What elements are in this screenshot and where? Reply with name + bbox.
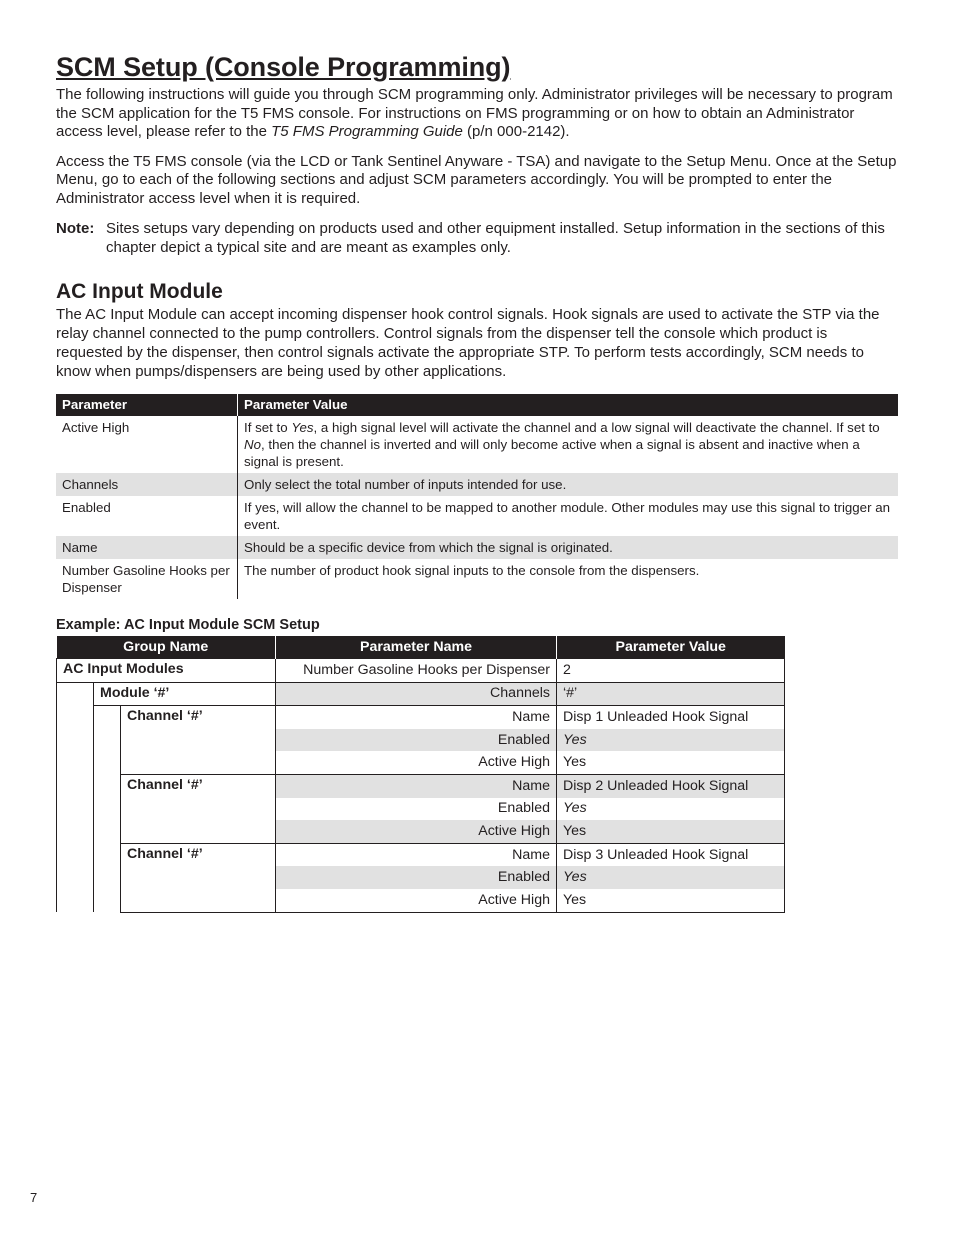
param-name: Enabled xyxy=(56,496,238,536)
table-row xyxy=(57,774,785,797)
param-name: Active High xyxy=(276,820,557,843)
param-value: Yes xyxy=(557,820,785,843)
value-no: No xyxy=(244,437,261,452)
table-row xyxy=(57,706,785,729)
note-label: Note: xyxy=(56,220,95,237)
value-text: , then the channel is inverted and will only become active when a signal is absent and inactive when a signal is present. xyxy=(244,437,860,469)
param-name: Name xyxy=(276,706,557,729)
page-title: SCM Setup (Console Programming) xyxy=(56,52,511,82)
guide-reference: T5 FMS Programming Guide xyxy=(271,123,463,140)
note-text: Sites setups vary depending on products used and other equipment installed. Setup information in the sections of this chapter depict a typical site and are meant as examples only. xyxy=(106,220,885,256)
param-name: Channels xyxy=(56,473,238,496)
group-channel-1: Channel ‘#’ xyxy=(121,706,276,775)
section-paragraph: The AC Input Module can accept incoming dispenser hook control signals. Hook signals are used to activate the STP via the relay channel connected to the pump controllers. Control signals from the dispenser tell the console which product is requested by the dispenser, then control signals activate the appropriate STP. To perform tests accordingly, SCM needs to know when pumps/dispensers are being used by other applications. xyxy=(56,306,880,380)
param-name: Enabled xyxy=(276,798,557,821)
header-group-name: Group Name xyxy=(57,636,276,659)
param-name: Number Gasoline Hooks per Dispenser xyxy=(276,659,557,683)
param-name: Name xyxy=(276,774,557,797)
intro-paragraph-2: Access the T5 FMS console (via the LCD or Tank Sentinel Anyware - TSA) and navigate to the Setup Menu. Once at the Setup Menu, go to each of the following sections and adjust SCM parameters accordingly. You will be prompted to enter the Administrator access level when it is required. xyxy=(56,152,897,207)
param-value: Yes xyxy=(557,729,785,752)
param-value: Disp 2 Unleaded Hook Signal xyxy=(557,774,785,797)
value-text: , a high signal level will activate the channel and a low signal will deactivate the channel. If set to xyxy=(313,420,880,435)
value-yes: Yes xyxy=(291,420,314,435)
table-row xyxy=(56,496,898,536)
intro-text: The following instructions will guide you through SCM programming only. Administrator privileges will be necessary to program the SCM application for the T5 FMS console. For instructions on FMS programming or on how to obtain an Administrator access level, please refer to the xyxy=(56,86,893,140)
param-value: Yes xyxy=(557,798,785,821)
param-name: Active High xyxy=(276,889,557,912)
table-row xyxy=(56,559,898,599)
table-row xyxy=(57,843,785,866)
param-name: Name xyxy=(276,843,557,866)
param-name: Channels xyxy=(276,682,557,706)
table-row xyxy=(57,659,785,683)
param-value: Yes xyxy=(557,889,785,912)
param-name: Enabled xyxy=(276,866,557,889)
table-row xyxy=(56,473,898,496)
table-row xyxy=(56,536,898,559)
param-value: Only select the total number of inputs intended for use. xyxy=(238,473,899,496)
param-value: Yes xyxy=(557,751,785,774)
group-indent xyxy=(57,682,94,912)
group-ac-input-modules: AC Input Modules xyxy=(57,659,276,683)
param-value: 2 xyxy=(557,659,785,683)
param-value: Should be a specific device from which the signal is originated. xyxy=(238,536,899,559)
intro-text-end: (p/n 000-2142). xyxy=(462,123,570,140)
parameter-table xyxy=(56,394,898,599)
param-value: Yes xyxy=(557,866,785,889)
param-value: Disp 3 Unleaded Hook Signal xyxy=(557,843,785,866)
param-name: Name xyxy=(56,536,238,559)
header-parameter-name: Parameter Name xyxy=(276,636,557,659)
example-table xyxy=(56,636,785,913)
header-parameter-value: Parameter Value xyxy=(238,394,899,416)
param-value: If yes, will allow the channel to be mapped to another module. Other modules may use this signal to trigger an event. xyxy=(244,500,890,532)
param-name: Number Gasoline Hooks per Dispenser xyxy=(56,559,238,599)
note-block xyxy=(56,219,898,257)
param-name: Enabled xyxy=(276,729,557,752)
param-name: Active High xyxy=(276,751,557,774)
example-title: Example: AC Input Module SCM Setup xyxy=(56,617,320,633)
group-channel-2: Channel ‘#’ xyxy=(121,774,276,843)
header-parameter: Parameter xyxy=(56,394,238,416)
example-header-row xyxy=(57,636,785,659)
value-text: If set to xyxy=(244,420,292,435)
param-value: ‘#’ xyxy=(557,682,785,706)
section-heading: AC Input Module xyxy=(56,280,223,303)
module-indent xyxy=(94,706,121,912)
table-row xyxy=(56,416,898,473)
header-parameter-value: Parameter Value xyxy=(557,636,785,659)
page-number: 7 xyxy=(30,1190,38,1205)
group-channel-3: Channel ‘#’ xyxy=(121,843,276,912)
table-row xyxy=(57,682,785,706)
param-name: Active High xyxy=(56,416,238,473)
document-page xyxy=(56,52,898,913)
group-module: Module ‘#’ xyxy=(94,682,276,706)
param-value: Disp 1 Unleaded Hook Signal xyxy=(557,706,785,729)
intro-paragraph-1 xyxy=(56,86,898,142)
table-header-row xyxy=(56,394,898,416)
param-value xyxy=(238,416,899,473)
param-value: The number of product hook signal inputs to the console from the dispensers. xyxy=(244,563,700,578)
